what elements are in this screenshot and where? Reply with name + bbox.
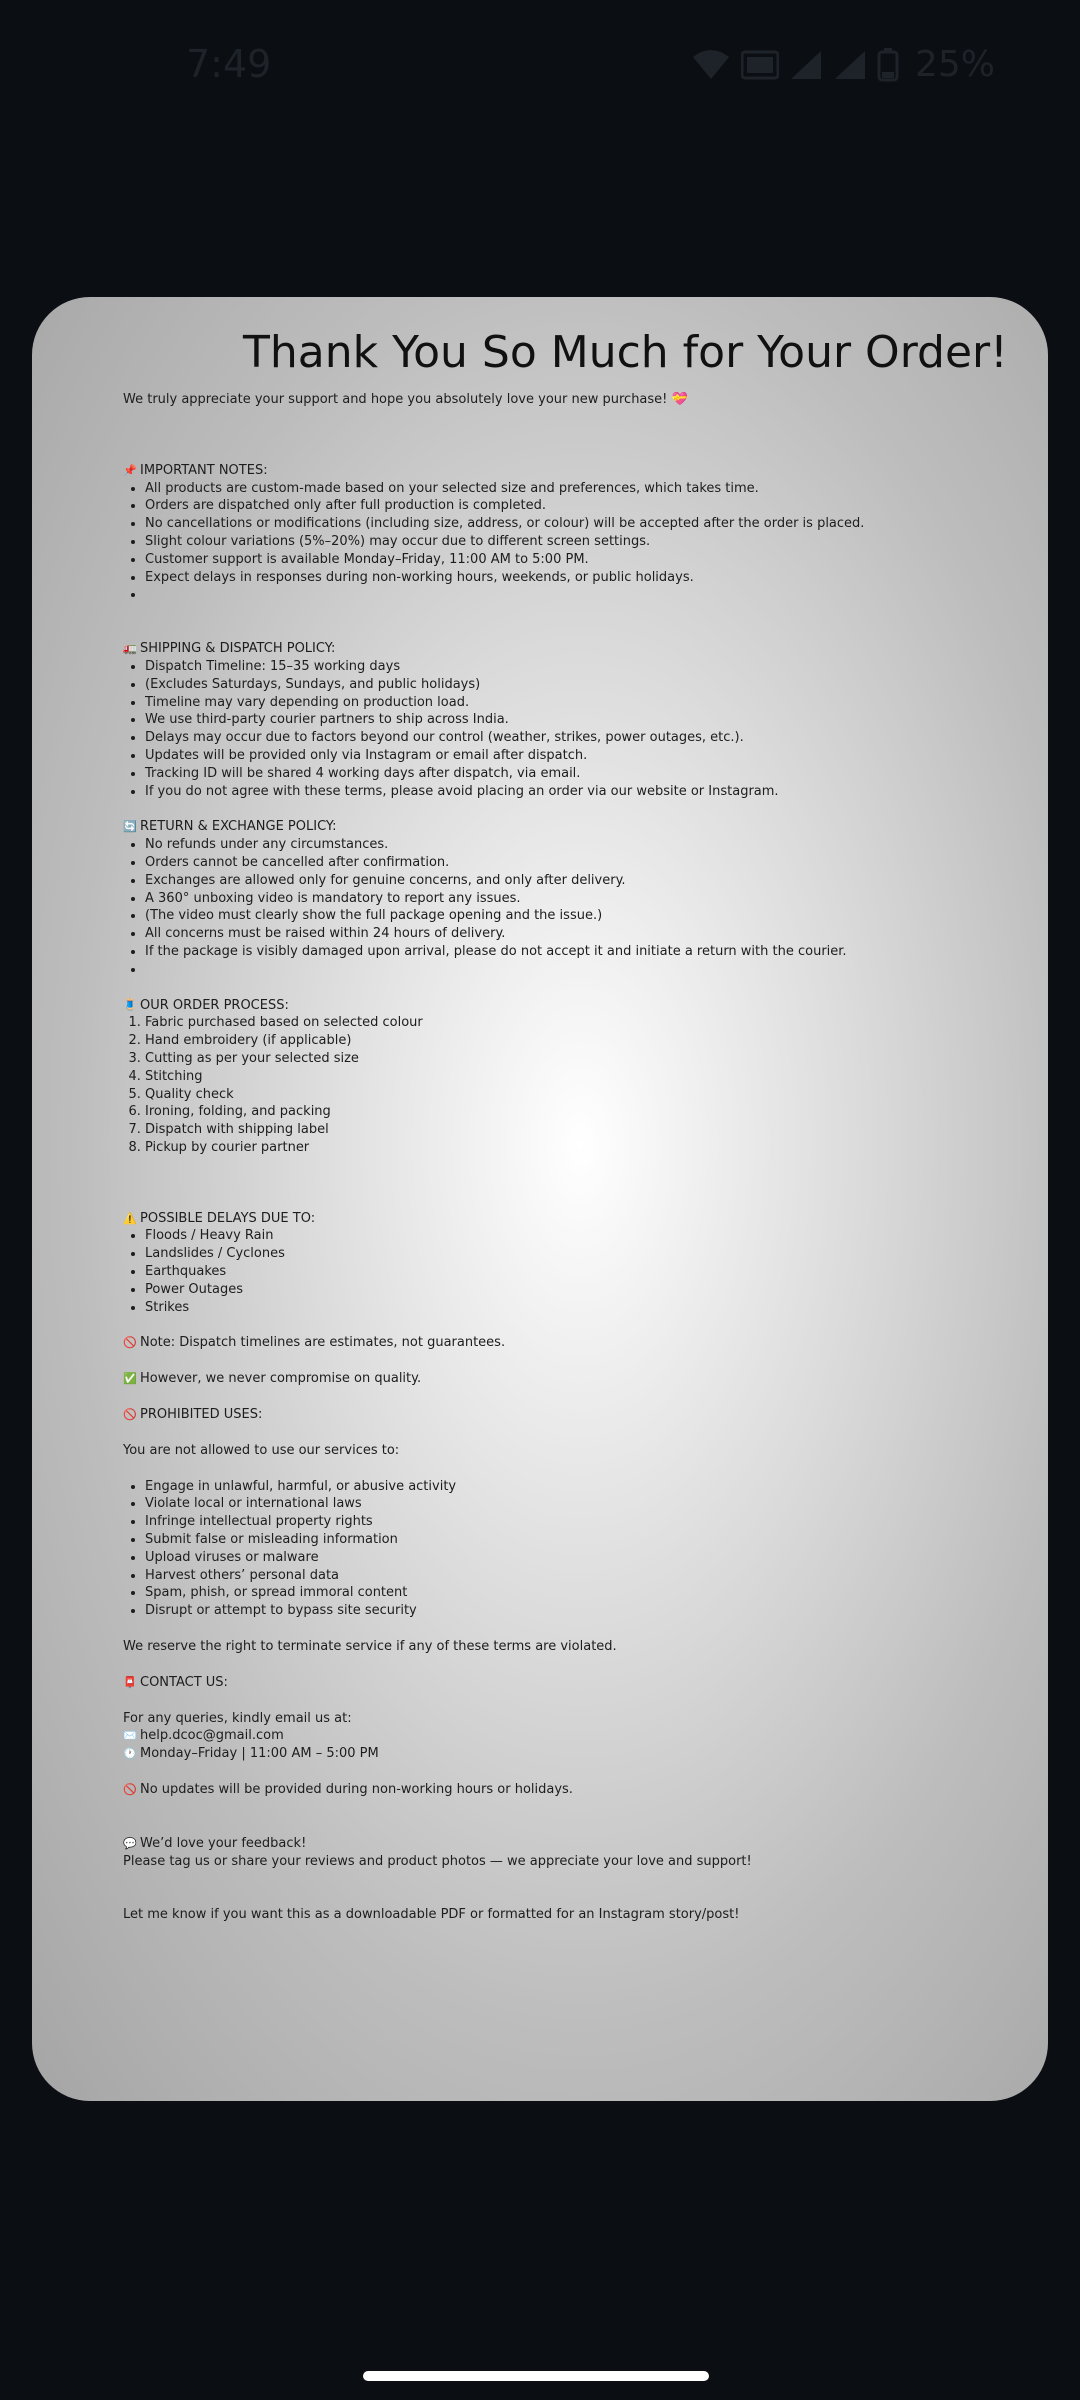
contact-email-row (123, 1727, 1023, 1745)
truck-icon: 🚛 (123, 642, 137, 656)
prohibited-title: PROHIBITED USES: (140, 1407, 263, 1423)
shipping-list (123, 658, 1023, 800)
refresh-icon: 🔄 (123, 820, 137, 834)
contact-hours: Monday–Friday | 11:00 AM – 5:00 PM (140, 1746, 379, 1762)
quality-note-text: However, we never compromise on quality. (140, 1371, 422, 1387)
important-notes-list (123, 480, 1023, 605)
intro-text: We truly appreciate your support and hope you absolutely love your new purchase! 💝 (123, 392, 688, 407)
prohibited-icon: 🚫 (123, 1336, 137, 1350)
list-item: • Engage in unlawful, harmful, or abusive activity (145, 1478, 1023, 1496)
list-item: • Tracking ID will be shared 4 working days after dispatch, via email. (145, 765, 1023, 783)
list-item: • (The video must clearly show the full package opening and the issue.) (145, 907, 1023, 925)
contact-heading (123, 1674, 1023, 1692)
list-item: 8. Pickup by courier partner (145, 1139, 1023, 1157)
list-item: • Power Outages (145, 1281, 1023, 1299)
list-item: • No cancellations or modifications (including size, address, or colour) will be accepted after the order is placed. (145, 515, 1023, 533)
returns-list (123, 836, 1023, 978)
list-item: • If the package is visibly damaged upon arrival, please do not accept it and initiate a return with the courier. (145, 943, 1023, 961)
list-item: • Exchanges are allowed only for genuine concerns, and only after delivery. (145, 872, 1023, 890)
list-item: • Earthquakes (145, 1263, 1023, 1281)
list-item: 5. Quality check (145, 1086, 1023, 1104)
list-item: • We use third-party courier partners to ship across India. (145, 711, 1023, 729)
signal-icon (789, 49, 823, 81)
process-heading (123, 997, 1023, 1015)
contact-hours-row (123, 1745, 1023, 1763)
list-item: • Upload viruses or malware (145, 1549, 1023, 1567)
list-item: • Floods / Heavy Rain (145, 1227, 1023, 1245)
battery-percentage: 25% (914, 44, 995, 85)
mailbox-icon: 📮 (123, 1675, 137, 1689)
returns-title: RETURN & EXCHANGE POLICY: (140, 819, 337, 835)
dispatch-note-text: Note: Dispatch timelines are estimates, not guarantees. (140, 1335, 506, 1351)
list-item: 1. Fabric purchased based on selected colour (145, 1014, 1023, 1032)
list-item-empty (145, 961, 1023, 979)
list-item: 7. Dispatch with shipping label (145, 1121, 1023, 1139)
list-item: • Harvest others’ personal data (145, 1567, 1023, 1585)
prohibited-intro: You are not allowed to use our services to: (123, 1442, 400, 1458)
list-item: • Orders are dispatched only after full production is completed. (145, 497, 1023, 515)
document-content (123, 325, 1023, 1924)
list-item: • All concerns must be raised within 24 hours of delivery. (145, 925, 1023, 943)
delays-title: POSSIBLE DELAYS DUE TO: (140, 1210, 316, 1226)
warning-icon: ⚠️ (123, 1211, 137, 1225)
list-item: • If you do not agree with these terms, please avoid placing an order via our website or Instagram. (145, 783, 1023, 801)
list-item: • Spam, phish, or spread immoral content (145, 1584, 1023, 1602)
status-time: 7:49 (186, 42, 272, 86)
battery-icon (877, 48, 899, 82)
list-item: • Disrupt or attempt to bypass site security (145, 1602, 1023, 1620)
home-indicator[interactable] (363, 2371, 709, 2381)
list-item: • Customer support is available Monday–Friday, 11:00 AM to 5:00 PM. (145, 551, 1023, 569)
signal-icon (833, 49, 867, 81)
quality-note (123, 1370, 1023, 1388)
no-updates-note (123, 1781, 1023, 1799)
thread-icon: 🧵 (123, 998, 137, 1012)
delays-list (123, 1227, 1023, 1316)
shipping-title: SHIPPING & DISPATCH POLICY: (140, 641, 336, 657)
feedback-heading (123, 1835, 1023, 1853)
list-item: • Expect delays in responses during non-working hours, weekends, or public holidays. (145, 569, 1023, 587)
feedback-title: We’d love your feedback! (140, 1835, 307, 1851)
list-item: • No refunds under any circumstances. (145, 836, 1023, 854)
prohibited-list (123, 1478, 1023, 1620)
prohibited-outro: We reserve the right to terminate service if any of these terms are violated. (123, 1639, 617, 1655)
no-updates-text: No updates will be provided during non-working hours or holidays. (140, 1782, 573, 1798)
list-item: • Orders cannot be cancelled after confirmation. (145, 854, 1023, 872)
returns-heading (123, 818, 1023, 836)
list-item: • Slight colour variations (5%–20%) may occur due to different screen settings. (145, 533, 1023, 551)
feedback-text: Please tag us or share your reviews and product photos — we appreciate your love and support! (123, 1853, 752, 1869)
prohibited-icon: 🚫 (123, 1782, 137, 1796)
list-item: • Infringe intellectual property rights (145, 1513, 1023, 1531)
shipping-heading (123, 640, 1023, 658)
list-item: • Updates will be provided only via Instagram or email after dispatch. (145, 747, 1023, 765)
list-item: • All products are custom-made based on your selected size and preferences, which takes time. (145, 480, 1023, 498)
contact-title: CONTACT US: (140, 1674, 228, 1690)
list-item: • Timeline may vary depending on production load. (145, 694, 1023, 712)
prohibited-heading (123, 1406, 1023, 1424)
wifi-icon (691, 49, 731, 81)
list-item: • Landslides / Cyclones (145, 1245, 1023, 1263)
footer-text: Let me know if you want this as a downloadable PDF or formatted for an Instagram story/post! (123, 1907, 740, 1923)
list-item: 2. Hand embroidery (if applicable) (145, 1032, 1023, 1050)
list-item: 6. Ironing, folding, and packing (145, 1103, 1023, 1121)
prohibited-icon: 🚫 (123, 1407, 137, 1421)
contact-email: help.dcoc@gmail.com (140, 1728, 284, 1744)
envelope-icon: ✉️ (123, 1729, 137, 1743)
list-item: • Delays may occur due to factors beyond our control (weather, strikes, power outages, etc.). (145, 729, 1023, 747)
list-item: • Dispatch Timeline: 15–35 working days (145, 658, 1023, 676)
list-item: • A 360° unboxing video is mandatory to report any issues. (145, 890, 1023, 908)
dispatch-note (123, 1334, 1023, 1352)
list-item: • Strikes (145, 1299, 1023, 1317)
volte-icon (741, 49, 779, 81)
speech-bubble-icon: 💬 (123, 1836, 137, 1850)
document-card (32, 297, 1048, 2101)
delays-heading (123, 1210, 1023, 1228)
status-bar (0, 0, 1080, 140)
process-list (123, 1014, 1023, 1156)
list-item-empty (145, 586, 1023, 604)
important-notes-title: IMPORTANT NOTES: (140, 462, 268, 478)
important-notes-heading (123, 462, 1023, 480)
list-item: • (Excludes Saturdays, Sundays, and public holidays) (145, 676, 1023, 694)
list-item: • Violate local or international laws (145, 1495, 1023, 1513)
list-item: 4. Stitching (145, 1068, 1023, 1086)
process-title: OUR ORDER PROCESS: (140, 997, 289, 1013)
status-icons (691, 44, 995, 85)
page-title: Thank You So Much for Your Order! (243, 327, 1008, 378)
pin-icon: 📌 (123, 463, 137, 477)
list-item: • Submit false or misleading information (145, 1531, 1023, 1549)
checkmark-icon: ✅ (123, 1372, 137, 1386)
contact-intro: For any queries, kindly email us at: (123, 1710, 352, 1726)
clock-icon: 🕐 (123, 1747, 137, 1761)
list-item: 3. Cutting as per your selected size (145, 1050, 1023, 1068)
